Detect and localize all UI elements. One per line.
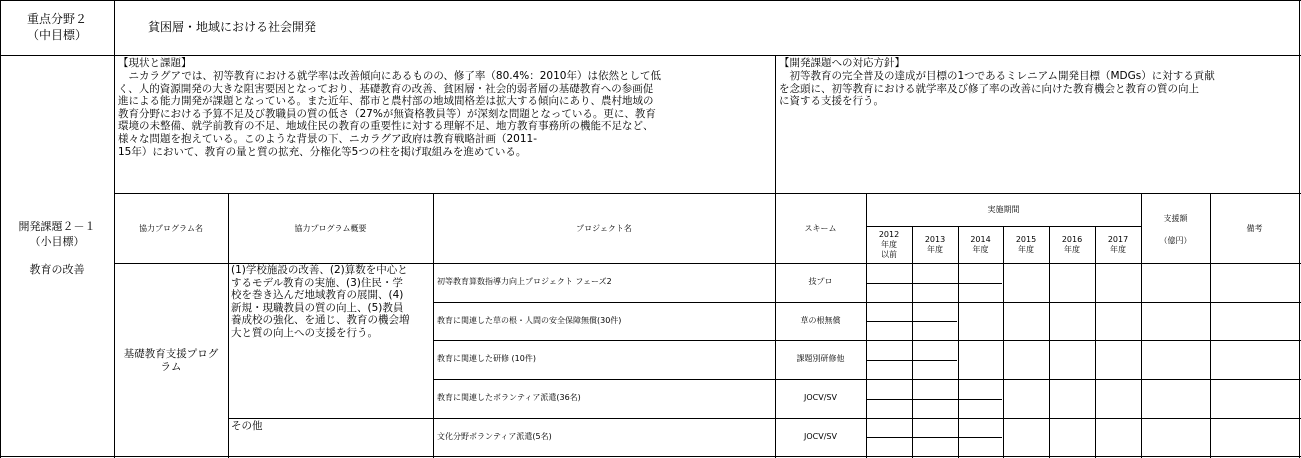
- field-title: 貧困層・地域における社会開発: [148, 20, 317, 34]
- program-summary-line: 新規・現職教員の質の向上、(5)教員: [231, 301, 404, 314]
- program-summary-line: 大と質の向上への支援を行う。: [231, 326, 378, 339]
- th-period: 実施期間: [987, 205, 1020, 214]
- situation-line: 様々な問題を抱えている。このような背景の下、ニカラグア政府は教育戦略計画（2011-: [118, 132, 538, 145]
- row-scheme: 技プロ: [808, 277, 833, 286]
- program-name: [114, 348, 228, 374]
- field-label: 重点分野２: [26, 12, 87, 26]
- period-bar: [867, 437, 1002, 438]
- row-line-1: [433, 302, 1301, 303]
- period-bar: [867, 321, 957, 322]
- text-block-divider: [775, 55, 776, 193]
- col-line-y2: [958, 226, 959, 458]
- col-line-y5: [1095, 226, 1096, 458]
- policy-line: に資する支援を行う。: [779, 95, 884, 108]
- th-year-2012: [866, 230, 912, 260]
- year-line: 2017: [1107, 235, 1129, 244]
- row-project: 教育に関連した研修 (10件): [437, 354, 536, 363]
- th-program-summary: 協力プログラム概要: [294, 224, 367, 233]
- row-project: 初等教育算数指導力向上プロジェクト フェーズ2: [437, 277, 612, 286]
- issue-sub: （小目標）: [29, 235, 85, 248]
- situation-line: 環境の未整備、就学前教育の不足、地域住民の教育の重要性に対する理解不足、地方教育事務所の機能不足など、: [118, 120, 654, 133]
- policy-line: 初等教育の完全普及の達成が目標の1つであるミレニアム開発目標（MDGs）に対する貢献: [779, 70, 1215, 82]
- col-line-y4: [1049, 226, 1050, 458]
- year-line: 年度: [881, 240, 897, 249]
- program-summary: [231, 264, 432, 340]
- th-year-2017: [1095, 235, 1141, 255]
- program-name-line: 基礎教育支援プログ: [123, 348, 219, 360]
- th-year-2013: [912, 235, 958, 255]
- policy-body: [779, 70, 1297, 108]
- border-right: [1299, 0, 1300, 458]
- period-bar: [867, 360, 957, 361]
- policy-line: を念頭に、初等教育における就学率及び修了率の改善に向けた教育機会と教育の質の向上: [779, 82, 1199, 95]
- text-block-bottom-line: [114, 193, 1301, 194]
- situation-line: 15年）において、教育の量と質の拡充、分権化等5つの柱を掲げ取組みを進めている。: [118, 145, 527, 158]
- row-line-2: [433, 340, 1301, 341]
- th-amount: 支援額: [1163, 214, 1188, 223]
- row-scheme: 草の根無償: [800, 316, 841, 325]
- situation-line: く、人的資源開発の大きな阻害要因となっており、基礎教育の改善、貧困層・社会的弱者層の基礎教育への参画促: [118, 82, 654, 95]
- row-line-4: [228, 418, 1301, 419]
- row-line-3: [433, 379, 1301, 380]
- situation-line: 教育分野における予算不足及び教職員の質の低さ（27%が無資格教員等）が深刻な問題となっている。更に、教育: [118, 107, 656, 120]
- policy-heading: 【開発課題への対応方針】: [779, 57, 905, 69]
- col-line-y1: [912, 226, 913, 458]
- issue-label: 開発課題２－１: [18, 220, 96, 233]
- year-line: 2015: [1015, 235, 1037, 244]
- row-scheme: JOCV/SV: [804, 393, 837, 402]
- program-summary-line: (1)学校施設の改善、(2)算数を中心と: [231, 264, 408, 276]
- year-line: 年度: [972, 245, 989, 254]
- row-scheme: 課題別研修他: [796, 354, 845, 363]
- border-bottom: [0, 456, 1301, 457]
- program-summary-line: 養成校の強化、を通じ、教育の機会増: [231, 314, 410, 327]
- th-year-2015: [1003, 235, 1049, 255]
- situation-line: ニカラグアでは、初等教育における就学率は改善傾向にあるものの、修了率（80.4%：2010年）は依然として低: [118, 70, 661, 82]
- th-amount-unit: （億円）: [1159, 236, 1192, 245]
- row-project: 教育に関連した草の根・人間の安全保障無償(30件): [437, 316, 622, 325]
- border-top: [0, 0, 1301, 1]
- th-year-2016: [1049, 235, 1095, 255]
- program-summary-line: するモデル教育の実施、(3)住民・学: [231, 276, 403, 289]
- situation-line: 進による能力開発が課題となっている。また近年、都市と農村部の地域間格差は拡大する傾向にあり、農村地域の: [118, 95, 654, 108]
- situation-body: [118, 70, 774, 158]
- year-line: 以前: [881, 250, 897, 259]
- year-line: 2014: [970, 235, 991, 244]
- row-project: 教育に関連したボランティア派遣(36名): [437, 393, 581, 402]
- th-project-name: プロジェクト名: [576, 224, 632, 233]
- year-line: 年度: [1018, 245, 1034, 254]
- header-bottom-line: [0, 55, 1301, 56]
- th-year-2014: [958, 235, 1003, 255]
- issue-title: 教育の改善: [29, 263, 85, 276]
- program-summary-line: 校を巻き込んだ地域教育の展開、(4): [231, 289, 404, 302]
- program-name-line: ラム: [160, 361, 182, 373]
- year-line: 2013: [924, 235, 946, 244]
- year-line: 年度: [1110, 245, 1126, 254]
- th-program-name: 協力プログラム名: [139, 224, 203, 233]
- col-line-y3: [1003, 226, 1004, 458]
- year-line: 年度: [1064, 245, 1080, 254]
- row-project: 文化分野ボランティア派遣(5名): [437, 432, 552, 441]
- field-sub: （中目標）: [26, 28, 87, 42]
- th-scheme: スキーム: [804, 224, 837, 233]
- year-line: 2012: [878, 230, 900, 239]
- program-other-label: その他: [231, 420, 263, 432]
- year-line: 年度: [927, 245, 943, 254]
- period-bar: [867, 399, 1002, 400]
- th-remarks: 備考: [1246, 224, 1263, 233]
- situation-heading: 【現状と課題】: [118, 57, 192, 69]
- year-line: 2016: [1061, 235, 1083, 244]
- row-scheme: JOCV/SV: [804, 432, 837, 441]
- period-bar: [867, 283, 1002, 284]
